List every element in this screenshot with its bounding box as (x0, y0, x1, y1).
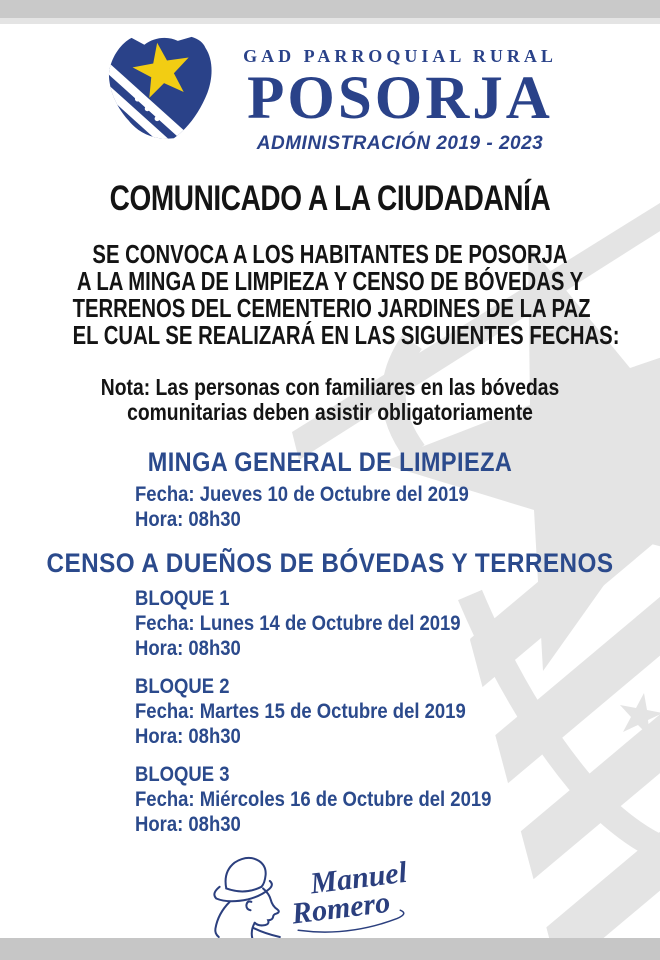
block-fecha: Fecha: Lunes 14 de Octubre del 2019 (135, 612, 461, 635)
announcement-title: COMUNICADO A LA CIUDADANÍA (109, 179, 551, 218)
block-fecha: Fecha: Miércoles 16 de Octubre del 2019 (135, 788, 492, 811)
block-name: BLOQUE 3 (135, 763, 230, 786)
signature-name-last: Romero (289, 884, 392, 931)
signature-name-first: Manuel (308, 854, 409, 901)
block-name: BLOQUE 2 (135, 675, 230, 698)
man-with-hat-sketch-icon (180, 850, 480, 942)
censo-block-1 (135, 586, 660, 661)
bottom-gray-band (0, 938, 660, 960)
body-line: SE CONVOCA A LOS HABITANTES DE POSORJA (92, 239, 568, 269)
brand-block (243, 30, 557, 155)
header (0, 30, 660, 155)
minga-details (135, 482, 660, 532)
censo-block-3 (135, 762, 660, 837)
block-name: BLOQUE 1 (135, 587, 230, 610)
top-gray-band (0, 0, 660, 24)
block-hora: Hora: 08h30 (135, 637, 241, 660)
minga-fecha: Fecha: Jueves 10 de Octubre del 2019 (135, 483, 469, 506)
block-hora: Hora: 08h30 (135, 813, 241, 836)
org-name: POSORJA (247, 65, 553, 132)
body-line: A LA MINGA DE LIMPIEZA Y CENSO DE BÓVEDAS Y (76, 266, 584, 296)
block-fecha: Fecha: Martes 15 de Octubre del 2019 (135, 700, 466, 723)
note (0, 375, 660, 425)
censo-block-2 (135, 674, 660, 749)
body-line: EL CUAL SE REALIZARÁ EN LAS SIGUIENTES FECHAS: (72, 320, 620, 350)
minga-title: MINGA GENERAL DE LIMPIEZA (147, 447, 513, 477)
shield-star-logo-icon (103, 30, 231, 154)
announcement-body (0, 241, 660, 349)
administration-line: ADMINISTRACIÓN 2019 - 2023 (256, 133, 544, 154)
note-line: Nota: Las personas con familiares en las bóvedas (100, 374, 560, 400)
body-line: TERRENOS DEL CEMENTERIO JARDINES DE LA PAZ (72, 293, 591, 323)
censo-title: CENSO A DUEÑOS DE BÓVEDAS Y TERRENOS (46, 548, 614, 578)
minga-hora: Hora: 08h30 (135, 508, 241, 531)
block-hora: Hora: 08h30 (135, 725, 241, 748)
censo-blocks (135, 586, 660, 837)
note-line: comunitarias deben asistir obligatoriamente (127, 399, 533, 425)
org-line: GAD PARROQUIAL RURAL (243, 46, 557, 66)
